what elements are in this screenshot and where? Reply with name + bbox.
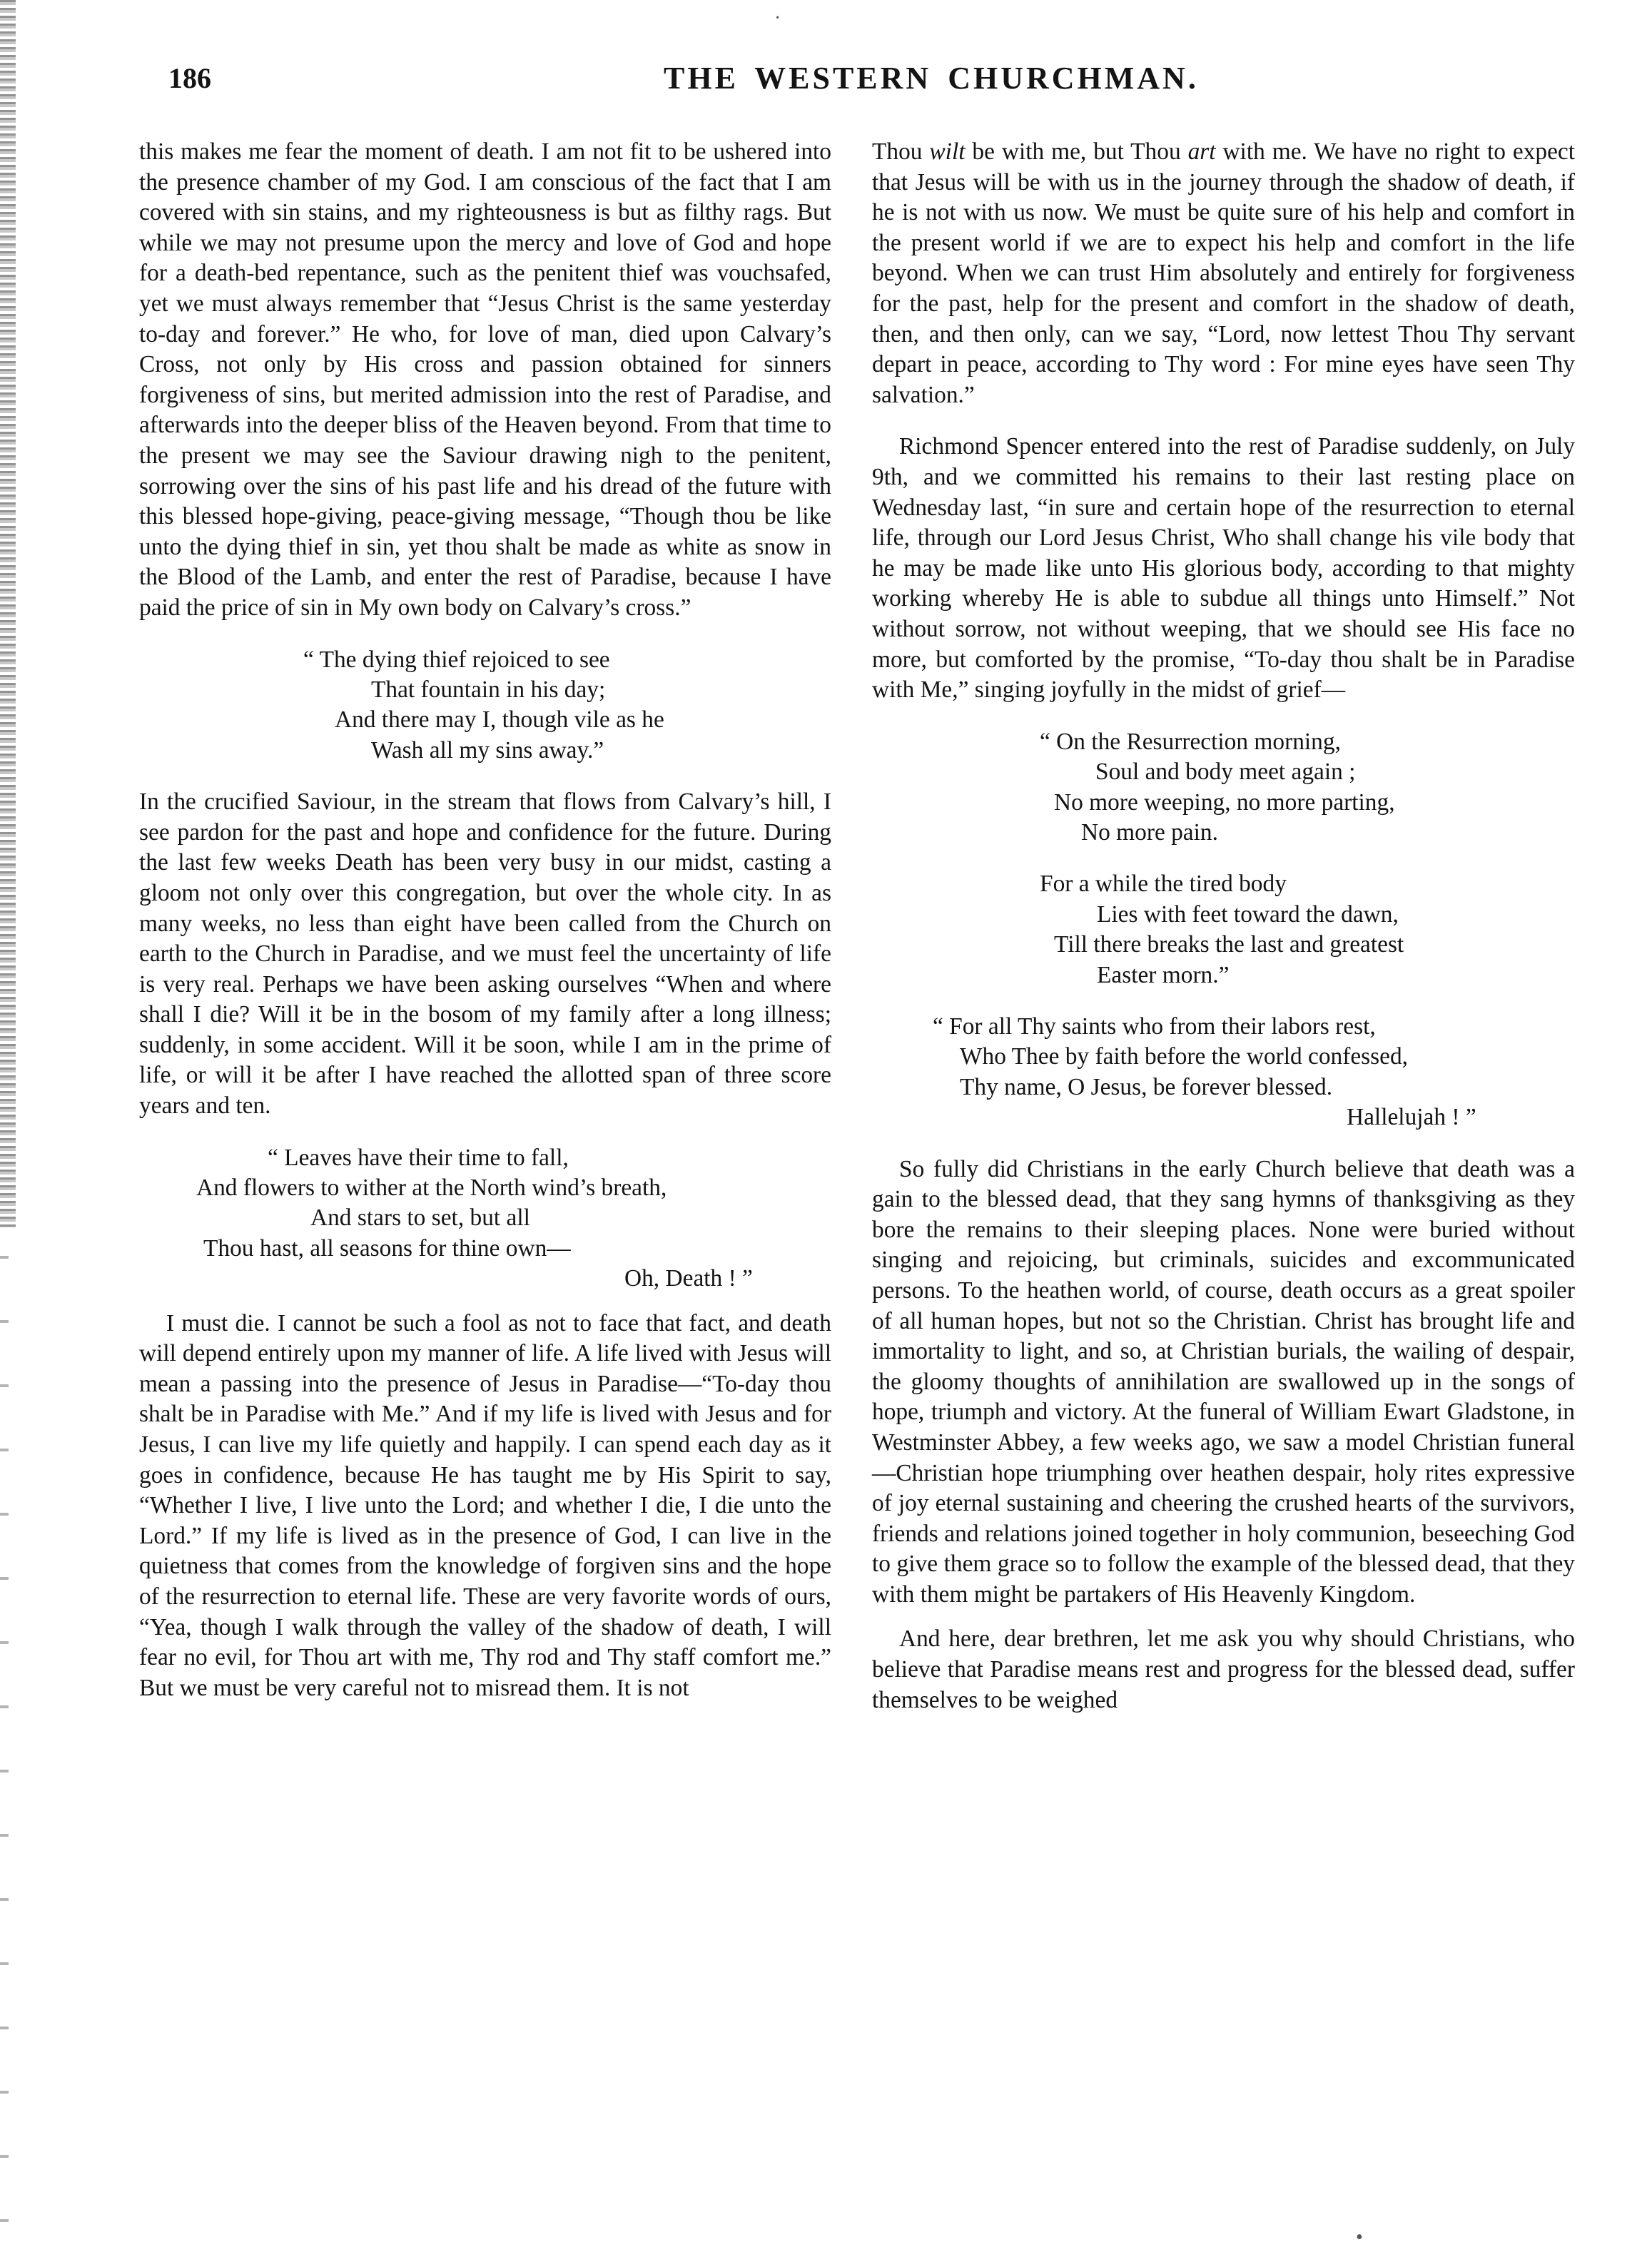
italic-word: art <box>1187 138 1216 165</box>
italic-word: wilt <box>929 138 966 165</box>
verse-line: Thy name, O Jesus, be forever blessed. <box>960 1073 1333 1100</box>
right-column <box>872 137 1575 1715</box>
verse-block <box>139 1143 831 1294</box>
verse-line: And there may I, though vile as he <box>335 706 664 734</box>
text-run: be with me, but Thou <box>965 138 1188 165</box>
text-run: with me. We have no right to expect that Jesus will be with us in the journey through the shadow of death, if he is not with us now. We must be quite sure of his help and comfort in the present world if we are to expect his help and comfort in the life beyond. When we can trust Him absolutely and entirely for forgiveness for the past, help for the present and comfort in the shadow of death, then, and then only, can we say, “Lord, now lettest Thou Thy servant depart in peace, according to Thy word : For mine eyes have seen Thy salvation.” <box>872 138 1575 408</box>
verse-line: Oh, Death ! ” <box>624 1265 753 1292</box>
verse-block <box>872 1012 1575 1133</box>
paragraph: So fully did Christians in the early Church believe that death was a gain to the blessed dead, that they sang hymns of thanksgiving as they bore the remains to their sleeping places. None were buried without singing and rejoicing, but criminals, suicides and excommunicated persons. To the heathen world, of course, death occurs as a great spoiler of all human hopes, but not so the Christian. Christ has brought life and immortality to light, and so, at Christian burials, the wailing of despair, the gloomy thoughts of annihilation are swallowed up in the songs of hope, triumph and victory. At the funeral of William Ewart Gladstone, in Westminster Abbey, a few weeks ago, we saw a model Christian funeral—Christian hope triumphing over heathen despair, holy rites expressive of joy eternal sustaining and cheering the crushed hearts of the survivors, friends and relations joined together in holy communion, beseeching God to give them grace so to follow the example of the blessed dead, that they with them might be partakers of His Heavenly Kingdom. <box>872 1155 1575 1608</box>
verse-block <box>139 645 831 766</box>
verse-line: Thou hast, all seasons for thine own— <box>203 1234 571 1262</box>
verse-line: And stars to set, but all <box>310 1204 530 1232</box>
paragraph: In the crucified Saviour, in the stream that flows from Calvary’s hill, I see pardon for the past and hope and confidence for the future. During the last few weeks Death has been very busy in our midst, casting a gloom not only over this congregation, but over the whole city. In as many weeks, no less than eight have been called from the Church on earth to the Church in Paradise, and we must feel the uncertainty of life is very real. Perhaps we have been asking ourselves “When and where shall I die? Will it be in the bosom of my family after a long illness; suddenly, in some accident. Will it be soon, while I am in the prime of life, or will it be after I have reached the allotted span of three score years and ten. <box>139 788 831 1120</box>
binding-edge-shadow <box>0 0 16 1227</box>
verse-line: Till there breaks the last and greatest <box>1054 931 1404 958</box>
verse-line: And flowers to wither at the North wind’s breath, <box>196 1175 667 1202</box>
text-run: Thou <box>872 138 930 165</box>
verse-line: “ The dying thief rejoiced to see <box>303 646 610 673</box>
verse-line: For a while the tired body <box>1040 871 1287 898</box>
verse-line: Wash all my sins away.” <box>371 736 604 764</box>
verse-line: “ On the Resurrection morning, <box>1040 728 1341 755</box>
paragraph: I must die. I cannot be such a fool as not to face that fact, and death will depend entirely upon my manner of life. A life lived with Jesus will mean a passing into the presence of Jesus in Paradise—“To-day thou shalt be in Paradise with Me.” And if my life is lived with Jesus and for Jesus, I can live my life quietly and happily. I can spend each day as it goes in confidence, because He has taught me by His Spirit to say, “Whether I live, I live unto the Lord; and whether I die, I die unto the Lord.” If my life is lived as in the presence of God, I can live in the quietness that comes from the knowledge of forgiven sins and the hope of the resurrection to eternal life. These are very favorite words of ours, “Yea, though I walk through the valley of the shadow of death, I will fear no evil, for Thou art with me, Thy rod and Thy staff comfort me.” But we must be very careful not to misread them. It is not <box>139 1309 831 1701</box>
verse-line: Lies with feet toward the dawn, <box>1097 901 1399 928</box>
verse-line: Soul and body meet again ; <box>1095 759 1356 786</box>
paragraph: And here, dear brethren, let me ask you why should Christians, who believe that Paradise means rest and progress for the blessed dead, suffer themselves to be weighed <box>872 1626 1575 1713</box>
verse-line: That fountain in his day; <box>371 676 606 703</box>
verse-line: “ For all Thy saints who from their labors rest, <box>933 1013 1376 1040</box>
verse-line: No more pain. <box>1081 818 1218 846</box>
verse-line: Easter morn.” <box>1097 961 1230 988</box>
verse-block <box>872 727 1575 848</box>
paragraph <box>872 137 1575 410</box>
verse-line: “ Leaves have their time to fall, <box>268 1144 569 1171</box>
paragraph: this makes me fear the moment of death. I am not fit to be ushered into the presence chamber of my God. I am conscious of the fact that I am covered with sin stains, and my righteousness is but as filthy rags. But while we may not presume upon the mercy and love of God and hope for a death-bed repentance, such as the penitent thief was vouchsafed, yet we must always remember that “Jesus Christ is the same yesterday to-day and forever.” He who, for love of man, died upon Calvary’s Cross, not only by His cross and passion obtained for sinners forgiveness of sins, but merited admission into the rest of Paradise, and afterwards into the deeper bliss of the Heaven beyond. From that time to the present we may see the Saviour drawing nigh to the penitent, sorrowing over the sins of his past life and his dread of the future with this blessed hope-giving, peace-giving message, “Though thou be like unto the dying thief in sin, yet thou shalt be made as white as snow in the Blood of the Lamb, and enter the rest of Paradise, because I have paid the price of sin in My own body on Calvary’s cross.” <box>139 138 831 621</box>
binding-edge-marks <box>0 1227 9 2262</box>
paragraph: Richmond Spencer entered into the rest of Paradise suddenly, on July 9th, and we committed his remains to their last resting place on Wednesday last, “in sure and certain hope of the resurrection to eternal life, through our Lord Jesus Christ, Who shall change his vile body that he may be made like unto His glorious body, according to that mighty working whereby He is able to subdue all things unto Himself.” Not without sorrow, not without weeping, that we should see His face no more, but comforted by the promise, “To-day thou shalt be in Paradise with Me,” singing joyfully in the midst of grief— <box>872 433 1575 704</box>
verse-line: Who Thee by faith before the world confessed, <box>960 1043 1409 1070</box>
verse-line: Hallelujah ! ” <box>1347 1104 1476 1131</box>
stray-mark: · <box>774 7 781 29</box>
verse-line: No more weeping, no more parting, <box>1054 788 1395 816</box>
running-head-title: THE WESTERN CHURCHMAN. <box>664 61 1199 96</box>
stray-mark: • <box>1356 2226 1363 2248</box>
left-column <box>139 137 831 1703</box>
verse-block <box>872 869 1575 990</box>
page-number: 186 <box>168 62 211 94</box>
